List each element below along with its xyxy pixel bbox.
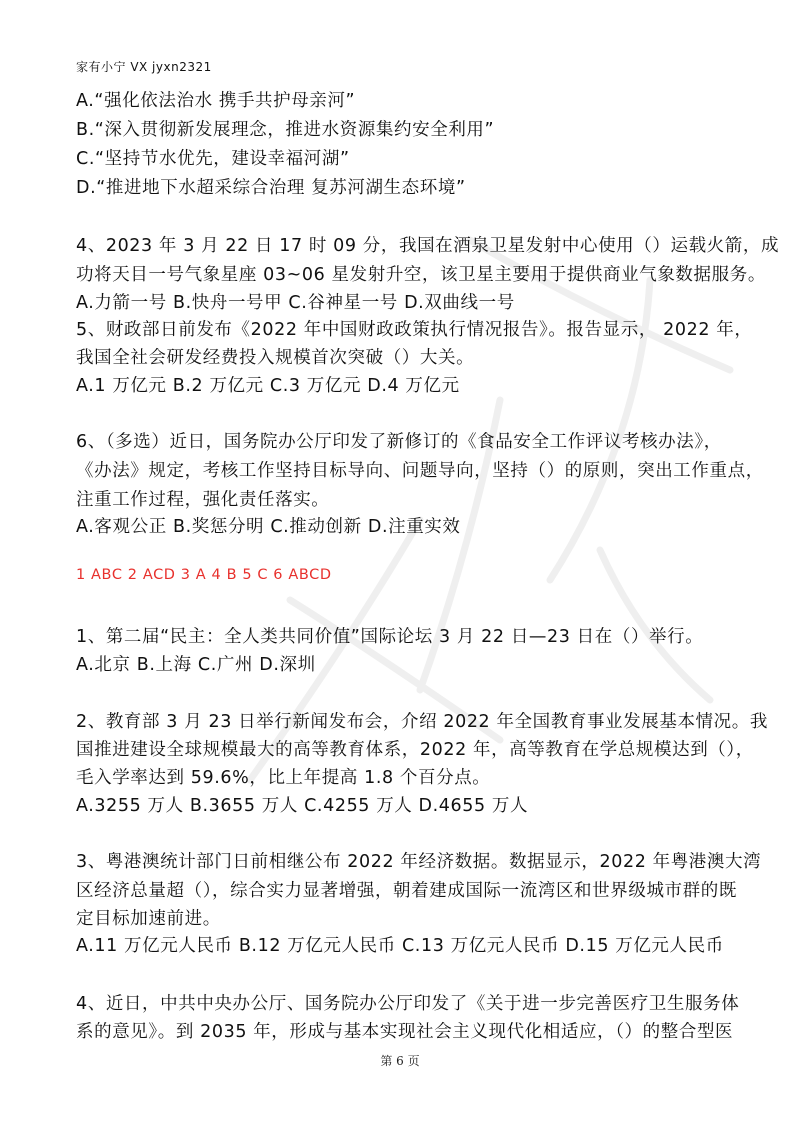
page-number: 第 6 页 [380,1054,420,1068]
header-text: 家有小宁 VX jyxn2321 [76,60,212,74]
question-line: 毛入学率达到 59.6%，比上年提高 1.8 个百分点。 [76,768,491,788]
option-line: A.客观公正 B.奖惩分明 C.推动创新 D.注重实效 [76,517,461,537]
question-line: 定目标加速前进。 [76,909,221,929]
question-line: 4、近日，中共中央办公厅、国务院办公厅印发了《关于进一步完善医疗卫生服务体 [76,994,740,1014]
question-line: 1、第二届“民主：全人类共同价值”国际论坛 3 月 22 日—23 日在（）举行。 [76,627,704,647]
option-line: A.“强化依法治水 携手共护母亲河” [76,91,356,111]
option-line: A.3255 万人 B.3655 万人 C.4255 万人 D.4655 万人 [76,796,529,816]
option-line: A.北京 B.上海 C.广州 D.深圳 [76,655,316,675]
option-line: A.力箭一号 B.快舟一号甲 C.谷神星一号 D.双曲线一号 [76,293,515,313]
question-line: 3、粤港澳统计部门日前相继公布 2022 年经济数据。数据显示，2022 年粤港澳大湾 [76,852,762,872]
option-line: A.1 万亿元 B.2 万亿元 C.3 万亿元 D.4 万亿元 [76,376,460,396]
option-line: C.“坚持节水优先，建设幸福河湖” [76,149,350,169]
question-line: 《办法》规定，考核工作坚持目标导向、问题导向，坚持（）的原则，突出工作重点， [76,461,764,481]
question-line: 功将天目一号气象星座 03~06 星发射升空，该卫星主要用于提供商业气象数据服务。 [76,265,766,285]
question-line: 2、教育部 3 月 23 日举行新闻发布会，介绍 2022 年全国教育事业发展基本情况。我 [76,712,768,732]
question-line: 注重工作过程，强化责任落实。 [76,490,330,510]
question-line: 我国全社会研发经费投入规模首次突破（）大关。 [76,348,475,368]
question-line: 4、2023 年 3 月 22 日 17 时 09 分，我国在酒泉卫星发射中心使用（）运载火箭，成 [76,236,780,256]
option-line: B.“深入贯彻新发展理念，推进水资源集约安全利用” [76,120,495,140]
option-line: D.“推进地下水超采综合治理 复苏河湖生态环境” [76,178,466,198]
question-line: 5、财政部日前发布《2022 年中国财政政策执行情况报告》。报告显示， 2022 年， [76,320,753,340]
question-line: 系的意见》。到 2035 年，形成与基本实现社会主义现代化相适应，（）的整合型医 [76,1022,734,1042]
question-line: 6、（多选）近日，国务院办公厅印发了新修订的《食品安全工作评议考核办法》， [76,432,722,452]
answer-key: 1 ABC 2 ACD 3 A 4 B 5 C 6 ABCD [76,567,332,583]
question-line: 国推进建设全球规模最大的高等教育体系，2022 年，高等教育在学总规模达到（）， [76,740,754,760]
question-line: 区经济总量超（），综合实力显著增强，朝着建成国际一流湾区和世界级城市群的既 [76,881,737,901]
option-line: A.11 万亿元人民币 B.12 万亿元人民币 C.13 万亿元人民币 D.15 万亿元人民币 [76,936,724,956]
